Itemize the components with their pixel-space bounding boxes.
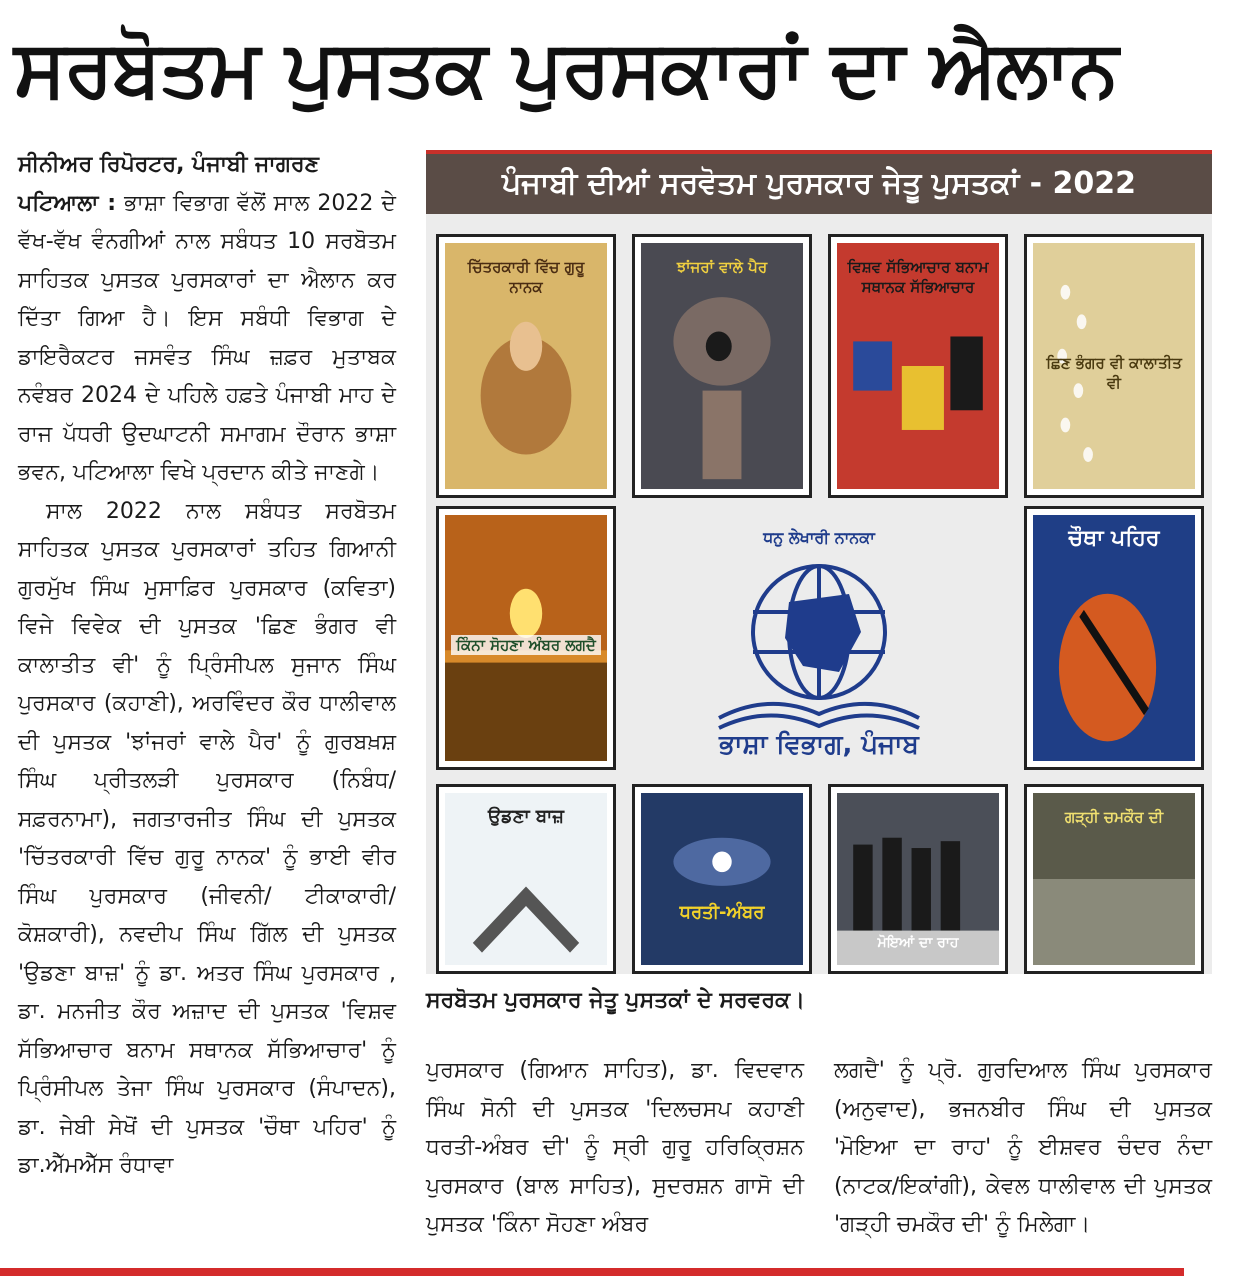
article-column-left	[18, 146, 396, 1186]
book-title: ਝਾਂਜਰਾਂ ਵਾਲੇ ਪੈਰ	[676, 258, 768, 276]
logo-caption: ਭਾਸ਼ਾ ਵਿਭਾਗ, ਪੰਜਾਬ	[719, 730, 919, 760]
article-column-middle	[426, 1052, 804, 1245]
figure-caption: ਸਰਬੋਤਮ ਪੁਰਸਕਾਰ ਜੇਤੂ ਪੁਸਤਕਾਂ ਦੇ ਸਰਵਰਕ।	[426, 988, 805, 1013]
book-cover	[436, 784, 616, 974]
paragraph-4: ਲਗਦੈ' ਨੂੰ ਪ੍ਰੋ. ਗੁਰਦਿਆਲ ਸਿੰਘ ਪੁਰਸਕਾਰ (ਅਨੁਵਾਦ), ਭਜਨਬੀਰ ਸਿੰਘ ਦੀ ਪੁਸਤਕ 'ਮੋਇਆ ਦਾ ਰਾਹ' ਨੂੰ ਈਸ਼ਵਰ ਚੰਦਰ ਨੰਦਾ (ਨਾਟਕ/ਇਕਾਂਗੀ), ਕੇਵਲ ਧਾਲੀਵਾਲ ਦੀ ਪੁਸਤਕ 'ਗੜ੍ਹੀ ਚਮਕੌਰ ਦੀ' ਨੂੰ ਮਿਲੇਗਾ।	[834, 1058, 1212, 1237]
book-cover	[828, 784, 1008, 974]
book-title: ਵਿਸ਼ਵ ਸੱਭਿਆਚਾਰ ਬਨਾਮ ਸਥਾਨਕ ਸੱਭਿਆਚਾਰ	[847, 258, 989, 296]
department-logo	[622, 506, 1016, 770]
book-cover	[1024, 506, 1204, 770]
book-title: ਚਿੱਤਰਕਾਰੀ ਵਿੱਚ ਗੁਰੂ ਨਾਨਕ	[467, 258, 585, 296]
book-cover	[436, 234, 616, 498]
book-title: ਚੌਥਾ ਪਹਿਰ	[1068, 526, 1160, 551]
book-cover	[828, 234, 1008, 498]
paragraph-1	[18, 185, 396, 493]
figure-title: ਪੰਜਾਬੀ ਦੀਆਂ ਸਰਵੋਤਮ ਪੁਰਸਕਾਰ ਜੇਤੂ ਪੁਸਤਕਾਂ - 2022	[426, 154, 1212, 214]
book-title: ਕਿੰਨਾ ਸੋਹਣਾ ਅੰਬਰ ਲਗਦੈ	[451, 635, 601, 655]
book-title: ਧਰਤੀ-ਅੰਬਰ	[679, 902, 765, 923]
book-cover	[1024, 234, 1204, 498]
dateline: ਪਟਿਆਲਾ :	[18, 190, 116, 216]
portrait-illustration-icon	[445, 243, 607, 489]
feet-photo-icon	[641, 243, 803, 489]
book-cover	[632, 784, 812, 974]
book-title: ਛਿਣ ਭੰਗਰ ਵੀ ਕਾਲਾਤੀਤ ਵੀ	[1046, 354, 1182, 392]
book-cover	[436, 506, 616, 770]
galaxy-icon	[641, 793, 803, 965]
book-covers-figure	[426, 150, 1212, 974]
book-title: ਉਡਣਾ ਬਾਜ਼	[488, 806, 564, 827]
paragraph-3: ਪੁਰਸਕਾਰ (ਗਿਆਨ ਸਾਹਿਤ), ਡਾ. ਵਿਦਵਾਨ ਸਿੰਘ ਸੋਨੀ ਦੀ ਪੁਸਤਕ 'ਦਿਲਚਸਪ ਕਹਾਣੀ ਧਰਤੀ-ਅੰਬਰ ਦੀ' ਨੂੰ ਸ੍ਰੀ ਗੁਰੂ ਹਰਿਕ੍ਰਿਸ਼ਨ ਪੁਰਸਕਾਰ (ਬਾਲ ਸਾਹਿਤ), ਸੁਦਰਸ਼ਨ ਗਾਸੋ ਦੀ ਪੁਸਤਕ 'ਕਿੰਨਾ ਸੋਹਣਾ ਅੰਬਰ	[426, 1058, 804, 1237]
book-cover	[632, 234, 812, 498]
book-title: ਮੋਇਆਂ ਦਾ ਰਾਹ	[877, 935, 959, 951]
article-column-right	[834, 1052, 1212, 1245]
globe-book-logo-icon	[699, 542, 939, 742]
abstract-art-icon	[1033, 515, 1195, 761]
headline: ਸਰਬੋਤਮ ਪੁਸਤਕ ਪੁਰਸਕਾਰਾਂ ਦਾ ਐਲਾਨ	[14, 24, 1118, 114]
paragraph-1-text: ਭਾਸ਼ਾ ਵਿਭਾਗ ਵੱਲੋਂ ਸਾਲ 2022 ਦੇ ਵੱਖ-ਵੱਖ ਵੰਨਗੀਆਂ ਨਾਲ ਸਬੰਧਤ 10 ਸਰਬੋਤਮ ਸਾਹਿਤਕ ਪੁਸਤਕ ਪੁਰਸਕਾਰਾਂ ਦਾ ਐਲਾਨ ਕਰ ਦਿੱਤਾ ਗਿਆ ਹੈ। ਇਸ ਸਬੰਧੀ ਵਿਭਾਗ ਦੇ ਡਾਇਰੈਕਟਰ ਜਸਵੰਤ ਸਿੰਘ ਜ਼ਫ਼ਰ ਮੁਤਾਬਕ ਨਵੰਬਰ 2024 ਦੇ ਪਹਿਲੇ ਹਫ਼ਤੇ ਪੰਜਾਬੀ ਮਾਹ ਦੇ ਰਾਜ ਪੱਧਰੀ ਉਦਘਾਟਨੀ ਸਮਾਗਮ ਦੌਰਾਨ ਭਾਸ਼ਾ ਭਵਨ, ਪਟਿਆਲਾ ਵਿਖੇ ਪ੍ਰਦਾਨ ਕੀਤੇ ਜਾਣਗੇ।	[18, 190, 396, 485]
bottom-rule	[0, 1268, 1184, 1276]
logo-motto: ਧਨੁ ਲੇਖਾਰੀ ਨਾਨਕਾ	[763, 528, 875, 547]
book-title: ਗੜ੍ਹੀ ਚਮਕੌਰ ਦੀ	[1064, 808, 1164, 826]
paragraph-2: ਸਾਲ 2022 ਨਾਲ ਸਬੰਧਤ ਸਰਬੋਤਮ ਸਾਹਿਤਕ ਪੁਸਤਕ ਪੁਰਸਕਾਰਾਂ ਤਹਿਤ ਗਿਆਨੀ ਗੁਰਮੁੱਖ ਸਿੰਘ ਮੁਸਾਫ਼ਿਰ ਪੁਰਸਕਾਰ (ਕਵਿਤਾ) ਵਿਜੇ ਵਿਵੇਕ ਦੀ ਪੁਸਤਕ 'ਛਿਣ ਭੰਗਰ ਵੀ ਕਾਲਾਤੀਤ ਵੀ' ਨੂੰ ਪ੍ਰਿੰਸੀਪਲ ਸੁਜਾਨ ਸਿੰਘ ਪੁਰਸਕਾਰ (ਕਹਾਣੀ), ਅਰਵਿੰਦਰ ਕੌਰ ਧਾਲੀਵਾਲ ਦੀ ਪੁਸਤਕ 'ਝਾਂਜਰਾਂ ਵਾਲੇ ਪੈਰ' ਨੂੰ ਗੁਰਬਖ਼ਸ਼ ਸਿੰਘ ਪ੍ਰੀਤਲੜੀ ਪੁਰਸਕਾਰ (ਨਿਬੰਧ/ਸਫ਼ਰਨਾਮਾ), ਜਗਤਾਰਜੀਤ ਸਿੰਘ ਦੀ ਪੁਸਤਕ 'ਚਿੱਤਰਕਾਰੀ ਵਿੱਚ ਗੁਰੂ ਨਾਨਕ' ਨੂੰ ਭਾਈ ਵੀਰ ਸਿੰਘ ਪੁਰਸਕਾਰ (ਜੀਵਨੀ/ ਟੀਕਾਕਾਰੀ/ਕੋਸ਼ਕਾਰੀ), ਨਵਦੀਪ ਸਿੰਘ ਗਿੱਲ ਦੀ ਪੁਸਤਕ 'ਉਡਣਾ ਬਾਜ਼' ਨੂੰ ਡਾ. ਅਤਰ ਸਿੰਘ ਪੁਰਸਕਾਰ , ਡਾ. ਮਨਜੀਤ ਕੌਰ ਅਜ਼ਾਦ ਦੀ ਪੁਸਤਕ 'ਵਿਸ਼ਵ ਸੱਭਿਆਚਾਰ ਬਨਾਮ ਸਥਾਨਕ ਸੱਭਿਆਚਾਰ' ਨੂੰ ਪ੍ਰਿੰਸੀਪਲ ਤੇਜਾ ਸਿੰਘ ਪੁਰਸਕਾਰ (ਸੰਪਾਦਨ), ਡਾ. ਜੇਬੀ ਸੇਖੋਂ ਦੀ ਪੁਸਤਕ 'ਚੌਥਾ ਪਹਿਰ' ਨੂੰ ਡਾ.ਐੱਮਐੱਸ ਰੰਧਾਵਾ	[18, 498, 396, 1178]
byline: ਸੀਨੀਅਰ ਰਿਪੋਰਟਰ, ਪੰਜਾਬੀ ਜਾਗਰਣ	[18, 152, 319, 177]
book-cover	[1024, 784, 1204, 974]
